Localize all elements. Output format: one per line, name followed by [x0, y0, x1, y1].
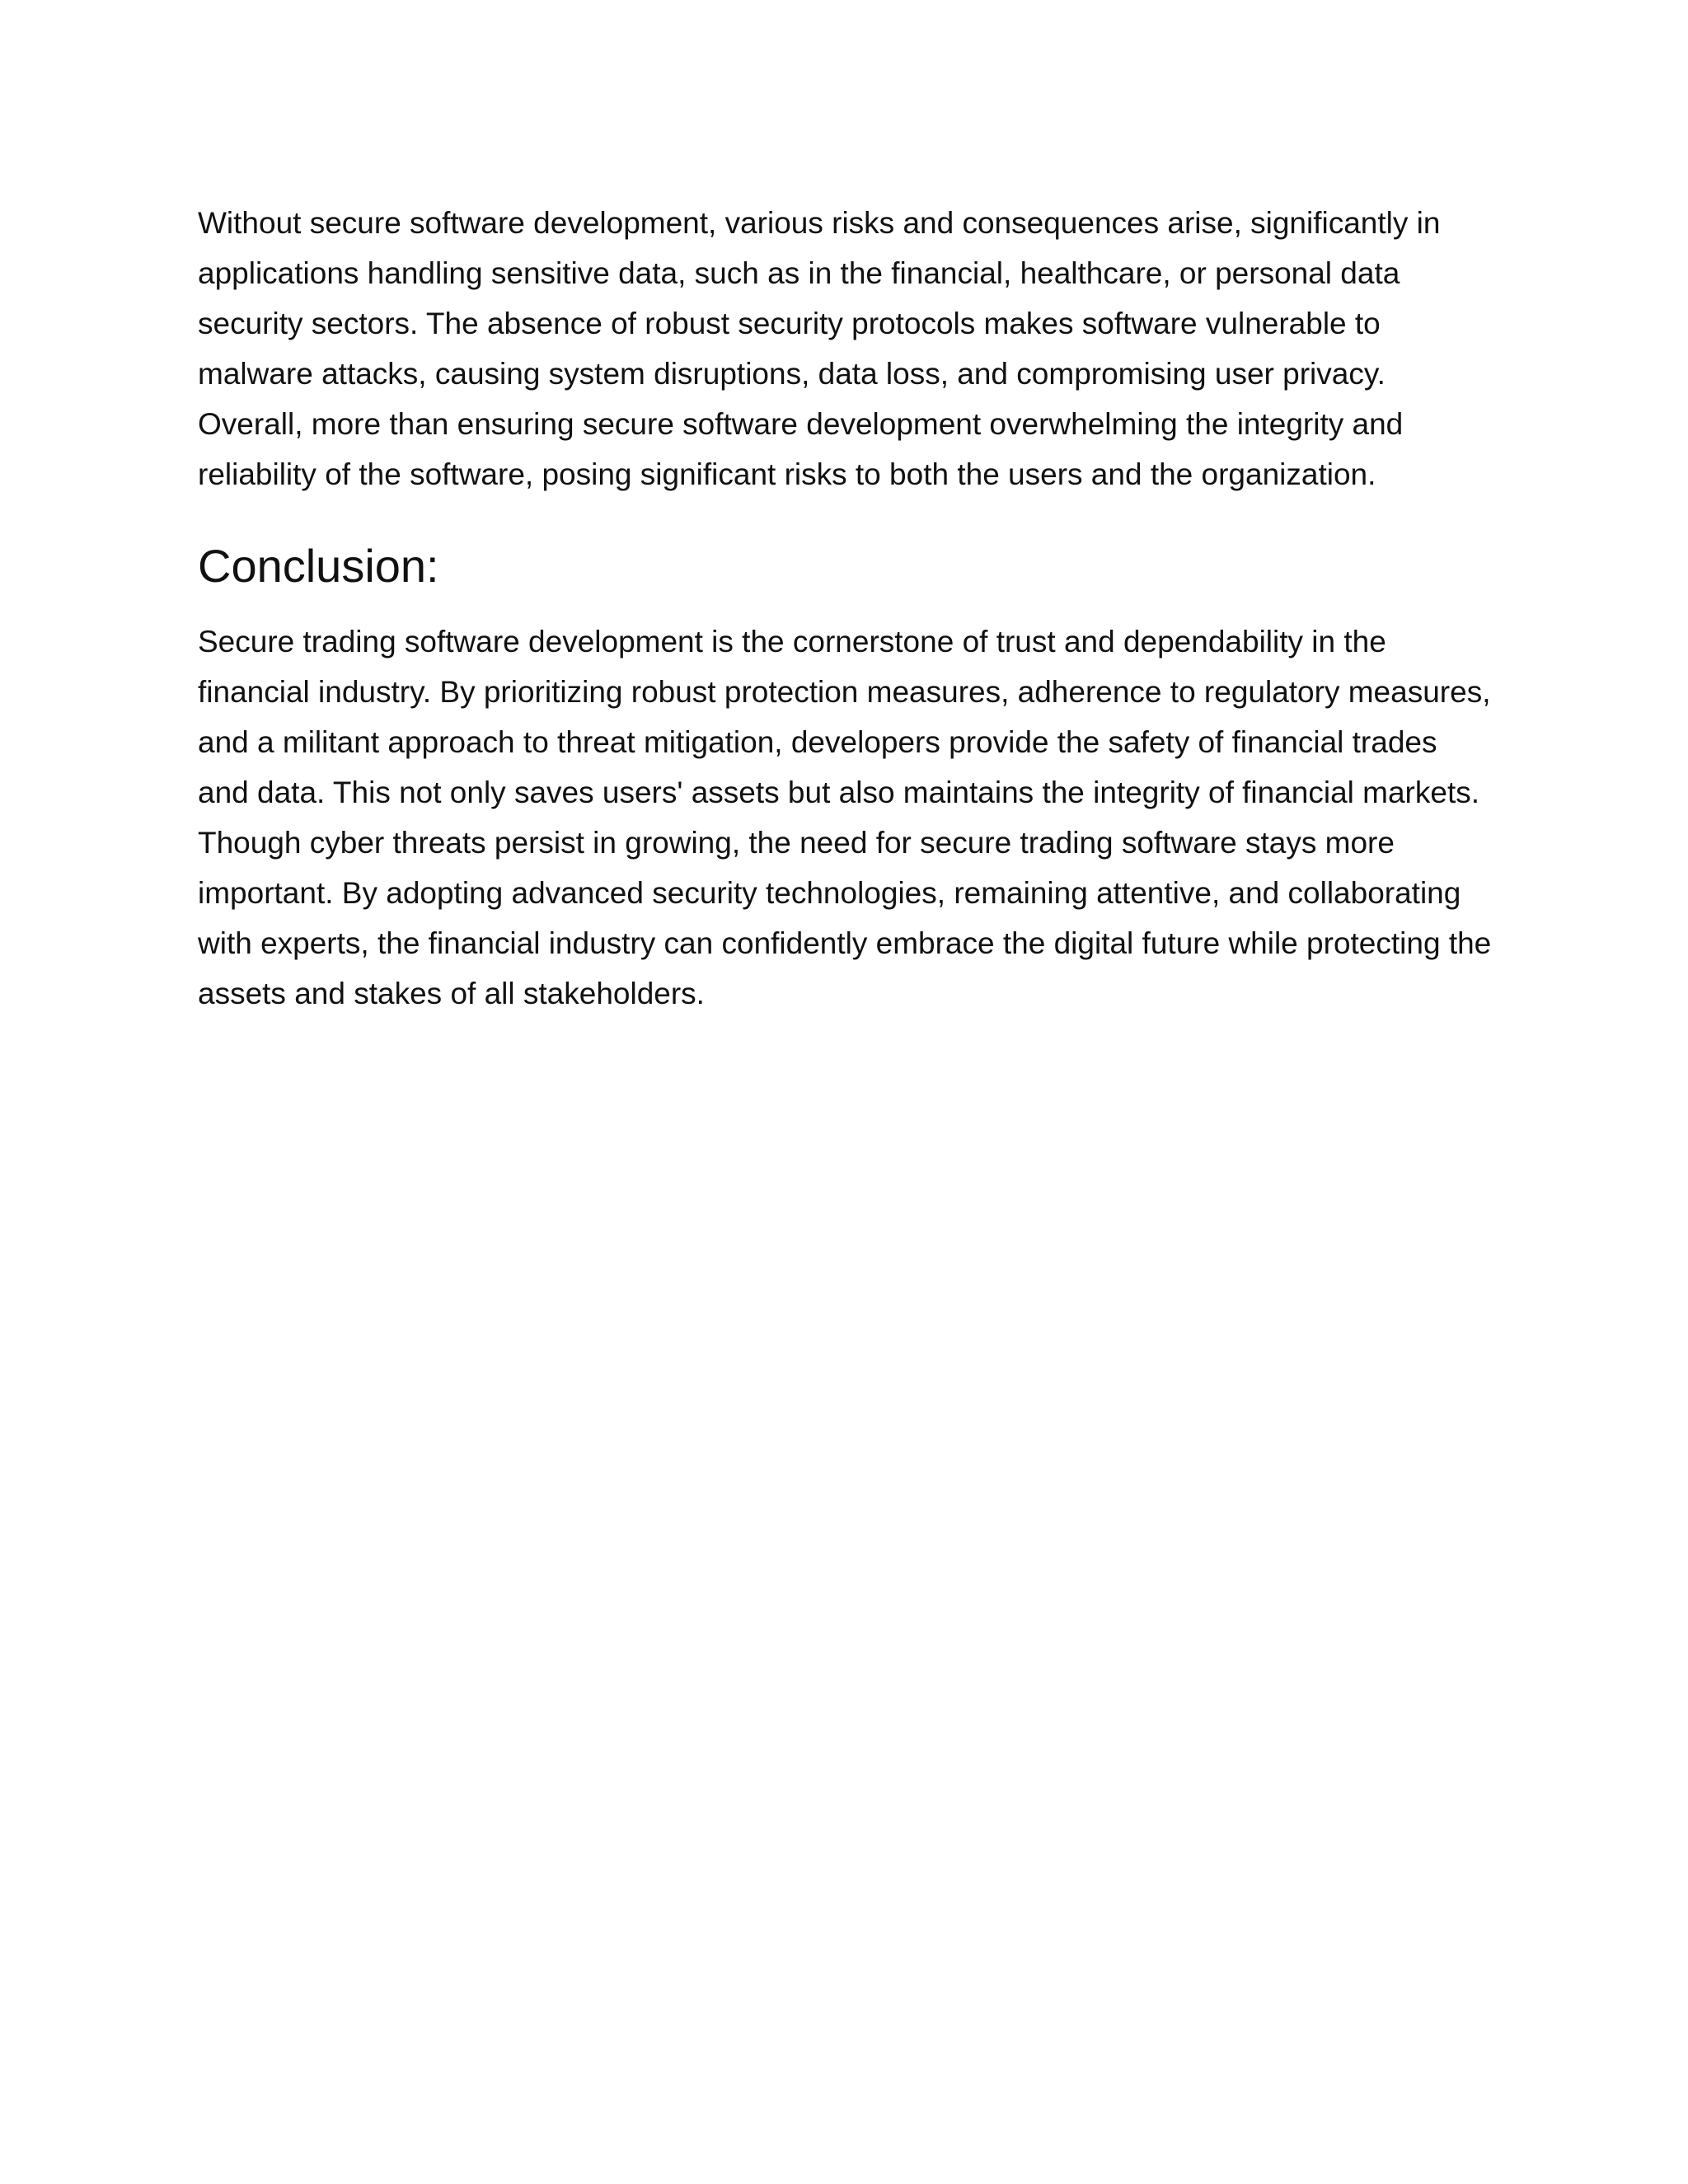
conclusion-paragraph: Secure trading software development is the cornerstone of trust and dependability in the financial industry. By prioritizing robust protection measures, adherence to regulatory measures, and a militant approach to threat mitigation, developers provide the safety of financial trades and data. This not only saves users' assets but also maintains the integrity of financial markets. Though cyber threats persist in growing, the need for secure trading software stays more important. By adopting advanced security technologies, remaining attentive, and collaborating with experts, the financial industry can confidently embrace the digital future while protecting the assets and stakes of all stakeholders. — [198, 625, 1492, 1010]
risks-paragraph: Without secure software development, various risks and consequences arise, significantly in applications handling sensitive data, such as in the financial, healthcare, or personal data security sectors. The absence of robust security protocols makes software vulnerable to malware attacks, causing system disruptions, data loss, and compromising user privacy. Overall, more than ensuring secure software development overwhelming the integrity and reliability of the software, posing significant risks to both the users and the organization. — [198, 206, 1441, 491]
conclusion-heading: Conclusion: — [198, 540, 439, 592]
document-page — [198, 198, 1492, 1019]
